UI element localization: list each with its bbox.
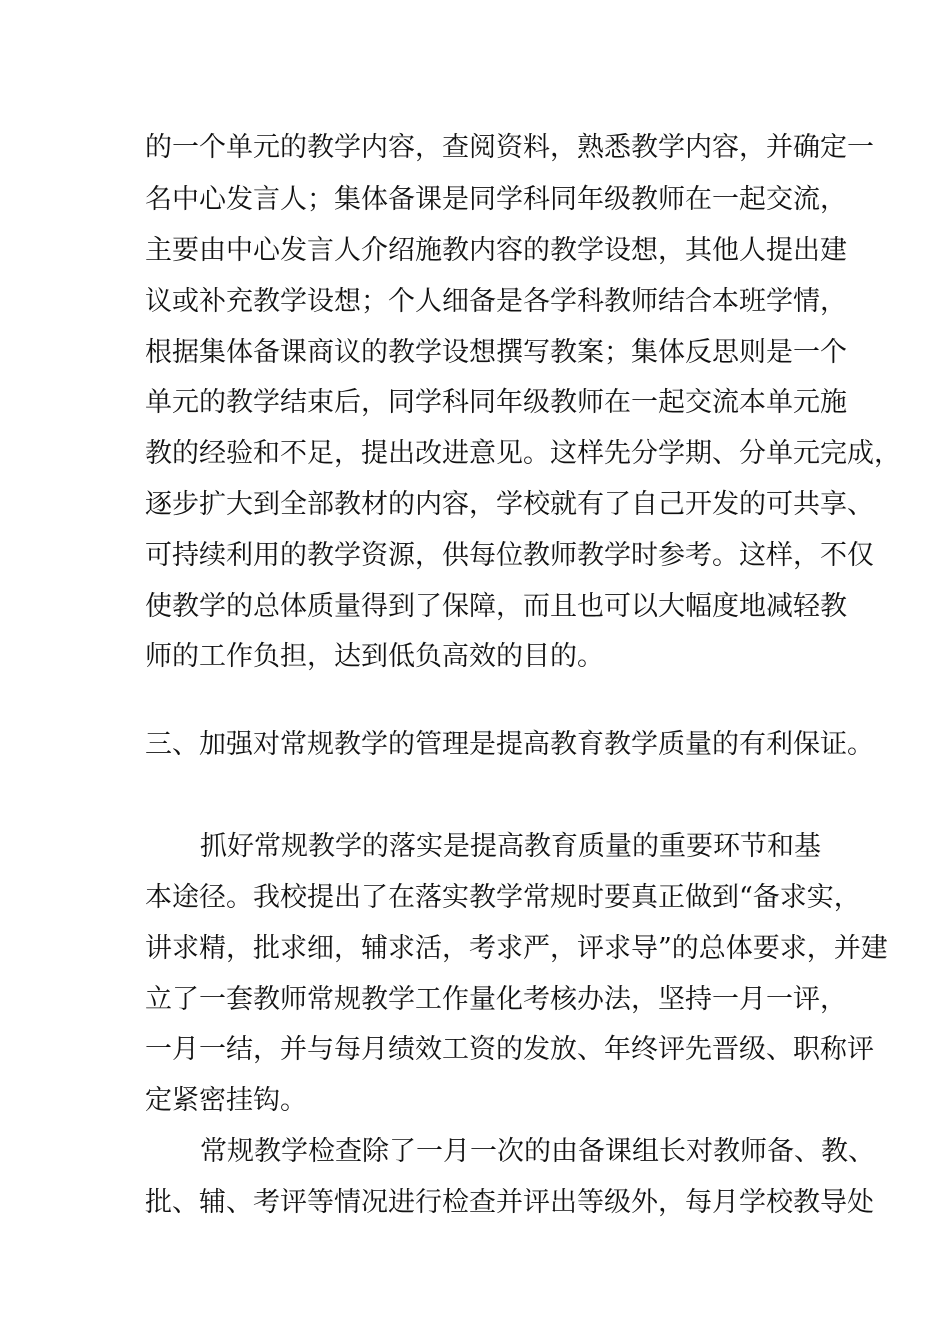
paragraph-2-line-5: 一月一结，并与每月绩效工资的发放、年终评先晋级、职称评 <box>145 1034 874 1065</box>
paragraph-2-line-2: 本途径。我校提出了在落实教学常规时要真正做到“备求实， <box>145 882 861 913</box>
paragraph-3-line-2: 批、辅、考评等情况进行检查并评出等级外，每月学校教导处 <box>145 1187 874 1218</box>
paragraph-1-line-5: 根据集体备课商议的教学设想撰写教案；集体反思则是一个 <box>145 337 847 368</box>
paragraph-2-line-6: 定紧密挂钩。 <box>145 1085 307 1116</box>
paragraph-1-line-2: 名中心发言人；集体备课是同学科同年级教师在一起交流， <box>145 184 847 215</box>
paragraph-2-line-3: 讲求精，批求细，辅求活，考求严，评求导”的总体要求，并建 <box>145 933 888 964</box>
paragraph-2-line-1: 抓好常规教学的落实是提高教育质量的重要环节和基 <box>200 831 821 862</box>
paragraph-2-line-4: 立了一套教师常规教学工作量化考核办法，坚持一月一评， <box>145 984 847 1015</box>
paragraph-1-line-9: 可持续利用的教学资源，供每位教师教学时参考。这样，不仅 <box>145 540 874 571</box>
paragraph-1-line-7: 教的经验和不足，提出改进意见。这样先分学期、分单元完成， <box>145 438 901 469</box>
paragraph-1-line-1: 的一个单元的教学内容，查阅资料，熟悉教学内容，并确定一 <box>145 132 874 163</box>
paragraph-1-line-10: 使教学的总体质量得到了保障，而且也可以大幅度地减轻教 <box>145 591 847 622</box>
paragraph-1-line-8: 逐步扩大到全部教材的内容，学校就有了自己开发的可共享、 <box>145 489 874 520</box>
paragraph-1-line-4: 议或补充教学设想；个人细备是各学科教师结合本班学情， <box>145 286 847 317</box>
paragraph-1-line-11: 师的工作负担，达到低负高效的目的。 <box>145 641 604 672</box>
section-heading: 三、加强对常规教学的管理是提高教育教学质量的有利保证。 <box>145 729 874 760</box>
paragraph-1-line-6: 单元的教学结束后，同学科同年级教师在一起交流本单元施 <box>145 387 847 418</box>
paragraph-1-line-3: 主要由中心发言人介绍施教内容的教学设想，其他人提出建 <box>145 235 847 266</box>
paragraph-3-line-1: 常规教学检查除了一月一次的由备课组长对教师备、教、 <box>200 1136 875 1167</box>
